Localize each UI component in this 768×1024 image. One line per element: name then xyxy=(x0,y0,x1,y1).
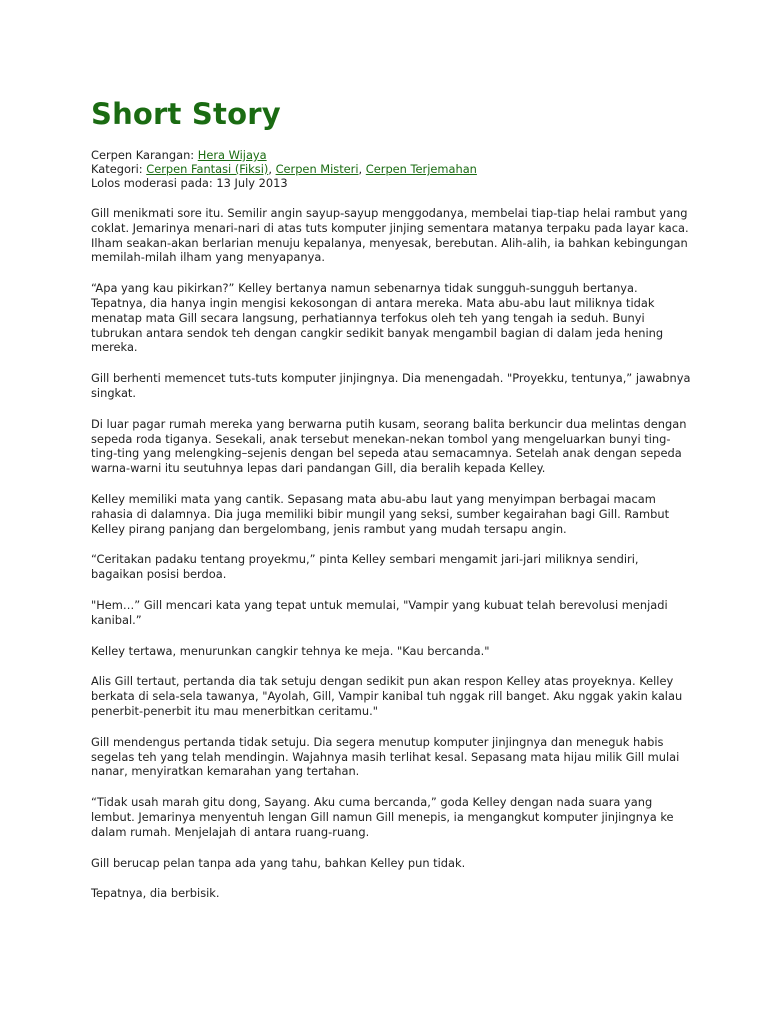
story-paragraph: Kelley memiliki mata yang cantik. Sepasang mata abu-abu laut yang menyimpan berbagai macam rahasia di dalamnya. Dia juga memiliki bibir mungil yang seksi, sumber kegairahan bagi Gill. Rambut Kelley pirang panjang dan bergelombang, jenis rambut yang mudah tersapu angin. xyxy=(91,491,670,536)
story-paragraph: “Apa yang kau pikirkan?” Kelley bertanya namun sebenarnya tidak sungguh-sungguh bertanya. Tepatnya, dia hanya ingin mengisi kekosongan di antara mereka. Mata abu-abu laut miliknya tidak menatap mata Gill secara langsung, perhatiannya terfokus oleh teh yang tengah ia seduh. Bunyi tubrukan antara sendok teh dengan cangkir sedikit banyak mengambil bagian di dalam jeda hening mereka. xyxy=(91,281,664,355)
story-paragraph: Gill mendengus pertanda tidak setuju. Dia segera menutup komputer jinjingnya dan meneguk habis segelas teh yang telah mendingin. Wajahnya masih terlihat kesal. Sepasang mata hijau milik Gill mulai nanar, menyiratkan kemarahan yang tertahan. xyxy=(91,734,680,779)
page-title: Short Story xyxy=(91,97,281,131)
story-paragraph: Gill berhenti memencet tuts-tuts komputer jinjingnya. Dia menengadah. "Proyekku, tentunya,” jawabnya singkat. xyxy=(91,371,691,400)
category-link-misteri[interactable]: Cerpen Misteri xyxy=(275,162,359,176)
story-paragraph: “Tidak usah marah gitu dong, Sayang. Aku cuma bercanda,” goda Kelley dengan nada suara yang lembut. Jemarinya menyentuh lengan Gill namun Gill menepis, ia mengangkut komputer jinjingnya ke dalam rumah. Menjelajah di antara ruang-ruang. xyxy=(91,795,674,839)
category-link-terjemahan[interactable]: Cerpen Terjemahan xyxy=(365,162,477,176)
story-paragraph: “Ceritakan padaku tentang proyekmu,” pinta Kelley sembari mengamit jari-jari miliknya sendiri, bagaikan posisi berdoa. xyxy=(91,552,639,582)
category-separator: , xyxy=(358,162,366,176)
story-page xyxy=(91,94,691,917)
story-paragraph: Alis Gill tertaut, pertanda dia tak setuju dengan sedikit pun akan respon Kelley atas proyeknya. Kelley berkata di sela-sela tawanya, "Ayolah, Gill, Vampir kanibal tuh nggak rill banget. Aku nggak yakin kalau penerbit-penerbit itu mau menerbitkan ceritamu." xyxy=(91,674,683,718)
author-line xyxy=(91,148,691,162)
story-paragraph: Di luar pagar rumah mereka yang berwarna putih kusam, seorang balita berkuncir dua melintas dengan sepeda roda tiganya. Sesekali, anak tersebut menekan-nekan tombol yang mengeluarkan bunyi ting-ting-ting yang melengking–sejenis dengan bel sepeda atau semacamnya. Setelah anak dengan sepeda warna-warni itu seutuhnya lepas dari pandangan Gill, dia beralih kepada Kelley. xyxy=(91,416,687,476)
category-separator: , xyxy=(268,162,276,176)
moderation-line: Lolos moderasi pada: 13 July 2013 xyxy=(91,176,288,190)
story-paragraph: Kelley tertawa, menurunkan cangkir tehnya ke meja. "Kau bercanda." xyxy=(91,643,490,658)
category-line xyxy=(91,162,691,176)
category-link-fantasi[interactable]: Cerpen Fantasi (Fiksi) xyxy=(146,162,269,176)
story-body xyxy=(91,206,691,901)
story-meta xyxy=(91,148,691,190)
author-link[interactable]: Hera Wijaya xyxy=(197,148,267,162)
story-paragraph: "Hem…” Gill mencari kata yang tepat untuk memulai, "Vampir yang kubuat telah berevolusi menjadi kanibal.” xyxy=(91,597,668,627)
story-paragraph: Gill berucap pelan tanpa ada yang tahu, bahkan Kelley pun tidak. xyxy=(91,855,466,870)
story-paragraph: Gill menikmati sore itu. Semilir angin sayup-sayup menggodanya, membelai tiap-tiap helai rambut yang coklat. Jemarinya menari-nari di atas tuts komputer jinjing sementara matanya terpaku pada layar kaca. Ilham seakan-akan berlarian menuju kepalanya, menyesak, berebutan. Alih-alih, ia bahkan kebingungan memilah-milah ilham yang menyapanya. xyxy=(91,206,689,265)
author-label: Cerpen Karangan: xyxy=(91,148,195,162)
category-label: Kategori: xyxy=(91,162,143,176)
story-paragraph: Tepatnya, dia berbisik. xyxy=(91,886,220,901)
